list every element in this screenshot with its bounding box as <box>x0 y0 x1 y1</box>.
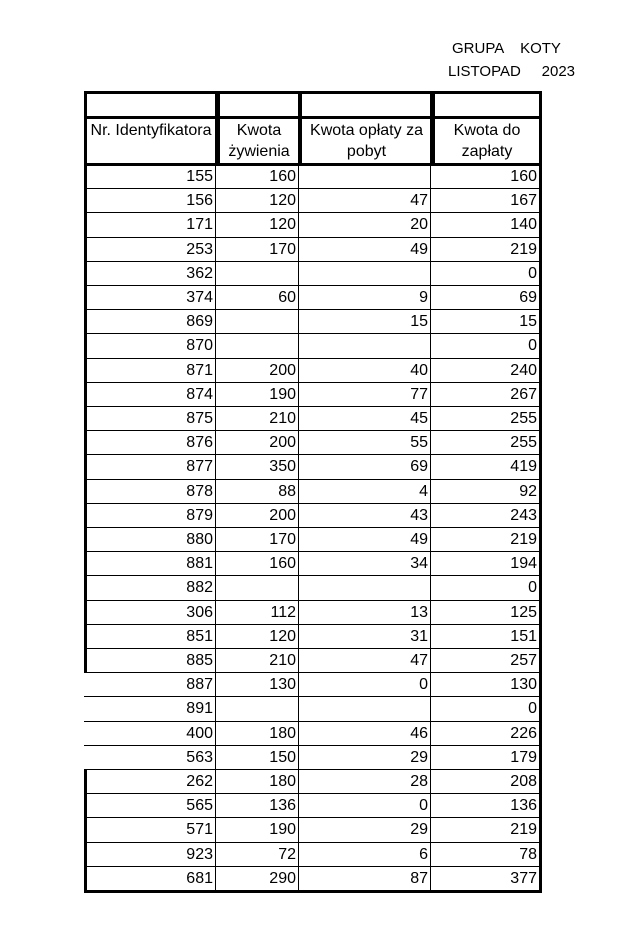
table-row <box>84 648 539 672</box>
cell-food-amount: 210 <box>269 652 296 669</box>
cell-amount-due: 140 <box>510 216 537 234</box>
cell-amount-due: 92 <box>519 482 537 500</box>
header-stay-fee: Kwota opłaty za pobyt <box>310 122 423 160</box>
cell-food-amount: 120 <box>269 216 296 234</box>
table-row <box>84 406 539 430</box>
cell-stay-fee: 87 <box>410 869 428 887</box>
table-row <box>84 745 539 769</box>
cell-food-amount: 160 <box>269 168 296 185</box>
cell-food-amount: 112 <box>270 603 296 621</box>
table-row <box>84 237 539 261</box>
table-row <box>84 503 539 527</box>
cell-id: 565 <box>186 797 213 815</box>
cell-stay-fee: 28 <box>410 773 428 790</box>
cell-amount-due: 419 <box>510 458 537 476</box>
table-top-border <box>84 91 542 94</box>
cell-food-amount: 150 <box>269 748 296 766</box>
table-row <box>84 696 539 720</box>
cell-amount-due: 194 <box>510 555 537 573</box>
cell-id: 681 <box>186 869 213 887</box>
cell-stay-fee: 34 <box>410 555 428 573</box>
cell-stay-fee: 29 <box>410 748 428 766</box>
cell-amount-due: 0 <box>528 579 537 597</box>
cell-stay-fee: 46 <box>410 724 428 742</box>
payment-table <box>84 91 542 891</box>
cell-id: 400 <box>186 724 213 742</box>
cell-id: 571 <box>186 821 213 839</box>
cell-amount-due: 219 <box>510 821 537 839</box>
cell-amount-due: 243 <box>510 506 537 524</box>
table-row <box>84 358 539 382</box>
cell-id: 875 <box>186 410 213 427</box>
cell-id: 870 <box>186 337 213 355</box>
cell-id: 171 <box>186 216 213 234</box>
table-row <box>84 212 539 236</box>
cell-stay-fee: 6 <box>419 845 428 863</box>
table-row <box>84 672 539 696</box>
header-amount-due: Kwota do zapłaty <box>453 122 521 160</box>
cell-amount-due: 125 <box>510 603 537 621</box>
cell-food-amount: 290 <box>269 869 296 887</box>
cell-food-amount: 200 <box>269 434 296 452</box>
table-row <box>84 721 539 745</box>
cell-amount-due: 130 <box>510 676 537 694</box>
table-row <box>84 551 539 575</box>
cell-stay-fee: 49 <box>410 240 428 258</box>
cell-food-amount: 120 <box>269 627 296 645</box>
cell-amount-due: 151 <box>510 627 537 645</box>
cell-stay-fee: 55 <box>410 434 428 452</box>
cell-id: 880 <box>186 531 213 548</box>
cell-id: 881 <box>186 555 213 573</box>
cell-food-amount: 88 <box>278 482 296 500</box>
table-row <box>84 842 539 866</box>
cell-stay-fee: 43 <box>410 506 428 524</box>
cell-stay-fee: 15 <box>410 313 428 331</box>
cell-food-amount: 200 <box>269 361 296 379</box>
table-row <box>84 866 539 890</box>
cell-food-amount: 190 <box>269 385 296 403</box>
cell-amount-due: 0 <box>528 264 537 282</box>
cell-id: 923 <box>186 845 213 863</box>
cell-stay-fee: 40 <box>410 361 428 379</box>
table-row <box>84 382 539 406</box>
header-id: Nr. Identyfikatora <box>90 122 212 139</box>
table-row <box>84 793 539 817</box>
cell-id: 878 <box>186 482 213 500</box>
cell-amount-due: 219 <box>510 240 537 258</box>
cell-id: 563 <box>186 748 213 766</box>
month-year-label: LISTOPAD 2023 <box>448 63 576 80</box>
right-border <box>539 91 542 893</box>
cell-food-amount: 180 <box>269 724 296 742</box>
table-row <box>84 261 539 285</box>
table-row <box>84 309 539 333</box>
table-row <box>84 454 539 478</box>
cell-amount-due: 208 <box>510 773 537 790</box>
cell-food-amount: 170 <box>269 531 296 548</box>
cell-amount-due: 226 <box>510 724 537 742</box>
cell-amount-due: 377 <box>510 869 537 887</box>
cell-amount-due: 78 <box>519 845 537 863</box>
cell-id: 874 <box>186 385 213 403</box>
table-row <box>84 575 539 599</box>
cell-amount-due: 267 <box>510 385 537 403</box>
table-row <box>84 333 539 357</box>
cell-amount-due: 255 <box>510 434 537 452</box>
cell-food-amount: 210 <box>269 410 296 427</box>
cell-id: 851 <box>186 627 213 645</box>
cell-amount-due: 0 <box>528 337 537 355</box>
cell-food-amount: 136 <box>269 797 296 815</box>
cell-stay-fee: 77 <box>410 385 428 403</box>
cell-stay-fee: 69 <box>410 458 428 476</box>
cell-amount-due: 255 <box>510 410 537 427</box>
table-row <box>84 527 539 551</box>
table-bottom-border <box>84 890 542 893</box>
cell-id: 876 <box>186 434 213 452</box>
header-food-amount: Kwota żywienia <box>228 122 290 160</box>
cell-stay-fee: 47 <box>410 192 428 210</box>
cell-id: 262 <box>186 773 213 790</box>
cell-stay-fee: 29 <box>410 821 428 839</box>
table-row <box>84 285 539 309</box>
cell-amount-due: 15 <box>519 313 537 331</box>
col-divider-2-header <box>298 91 302 164</box>
cell-id: 155 <box>186 168 213 185</box>
cell-food-amount: 72 <box>278 845 296 863</box>
cell-amount-due: 257 <box>510 652 537 669</box>
cell-food-amount: 130 <box>269 676 296 694</box>
blank-row-border <box>84 116 542 119</box>
cell-id: 362 <box>186 264 213 282</box>
cell-id: 879 <box>186 506 213 524</box>
cell-id: 306 <box>186 603 213 621</box>
cell-food-amount: 180 <box>269 773 296 790</box>
group-label: GRUPA KOTY <box>452 40 561 57</box>
cell-stay-fee: 31 <box>410 627 428 645</box>
table-row <box>84 769 539 793</box>
cell-stay-fee: 49 <box>410 531 428 548</box>
cell-id: 869 <box>186 313 213 331</box>
cell-id: 156 <box>186 192 213 210</box>
cell-food-amount: 60 <box>278 289 296 306</box>
table-row <box>84 430 539 454</box>
cell-amount-due: 0 <box>528 700 537 718</box>
cell-id: 374 <box>186 289 213 306</box>
table-row <box>84 479 539 503</box>
cell-amount-due: 240 <box>510 361 537 379</box>
table-row <box>84 600 539 624</box>
cell-id: 882 <box>186 579 213 597</box>
cell-amount-due: 69 <box>519 289 537 306</box>
table-row <box>84 188 539 212</box>
cell-food-amount: 120 <box>269 192 296 210</box>
cell-amount-due: 167 <box>510 192 537 210</box>
table-row <box>84 164 539 188</box>
cell-stay-fee: 47 <box>410 652 428 669</box>
cell-food-amount: 170 <box>269 240 296 258</box>
cell-food-amount: 350 <box>269 458 296 476</box>
cell-stay-fee: 20 <box>410 216 428 234</box>
table-row <box>84 817 539 841</box>
cell-amount-due: 160 <box>510 168 537 185</box>
cell-id: 891 <box>186 700 213 718</box>
cell-food-amount: 190 <box>269 821 296 839</box>
cell-amount-due: 179 <box>510 748 537 766</box>
cell-id: 885 <box>186 652 213 669</box>
cell-id: 871 <box>186 361 213 379</box>
cell-food-amount: 160 <box>269 555 296 573</box>
cell-stay-fee: 0 <box>419 676 428 694</box>
table-row <box>84 624 539 648</box>
cell-amount-due: 136 <box>510 797 537 815</box>
cell-stay-fee: 0 <box>419 797 428 815</box>
cell-stay-fee: 13 <box>410 603 428 621</box>
cell-id: 253 <box>186 240 213 258</box>
cell-id: 887 <box>186 676 213 694</box>
cell-stay-fee: 4 <box>419 482 428 500</box>
cell-stay-fee: 45 <box>410 410 428 427</box>
cell-amount-due: 219 <box>510 531 537 548</box>
cell-stay-fee: 9 <box>419 289 428 306</box>
cell-id: 877 <box>186 458 213 476</box>
cell-food-amount: 200 <box>269 506 296 524</box>
